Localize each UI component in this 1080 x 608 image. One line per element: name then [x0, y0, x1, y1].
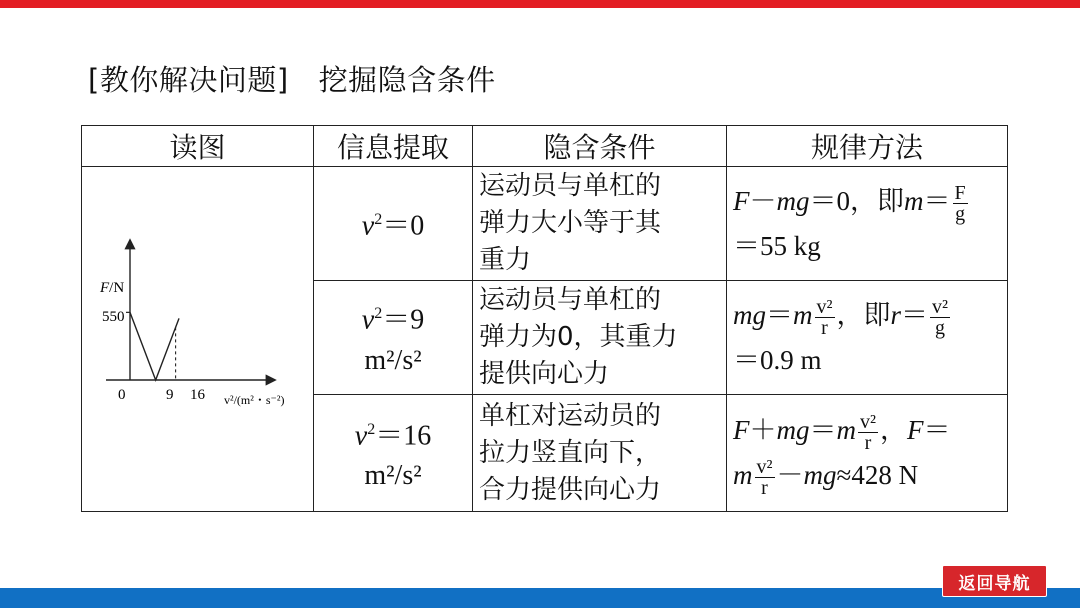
graph-cell	[82, 167, 314, 512]
condition-line: 提供向心力	[479, 358, 610, 389]
formula-op: ＝	[923, 185, 951, 216]
info-unit: m²/s²	[364, 460, 422, 492]
info-exponent: 2	[374, 305, 383, 323]
info-variable: v	[361, 304, 375, 336]
formula-symbol: m	[904, 185, 924, 216]
analysis-table	[81, 125, 1008, 512]
formula-text: ，即	[836, 299, 891, 330]
condition-line: 拉力竖直向下，	[479, 437, 662, 468]
condition-line: 单杠对运动员的	[479, 400, 662, 431]
fraction: $\frac{\text{v²}}{g}$	[932, 296, 949, 340]
force-velocity-graph	[82, 167, 312, 507]
condition-line: 运动员与单杠的	[479, 284, 662, 315]
formula-op: ＝	[923, 414, 951, 445]
x-tick-label-9: 9	[166, 387, 174, 403]
method-line: ＝0.9 m	[733, 345, 822, 376]
info-cell-2	[314, 280, 473, 395]
fraction: $\frac{\text{v²}}{r}$	[816, 296, 833, 340]
formula-symbol: m	[733, 460, 753, 491]
x-tick-label-0: 0	[118, 387, 126, 403]
formula-text: ＝0，即	[809, 185, 904, 216]
x-tick-label-16: 16	[190, 387, 205, 403]
formula-symbol: mg	[733, 299, 766, 330]
formula-text: ，	[880, 414, 907, 445]
y-tick-label: 550	[102, 309, 125, 325]
formula-op: ＝	[766, 299, 793, 330]
back-to-navigation-button[interactable]: 返回导航	[942, 565, 1047, 597]
x-axis-label: v²/(m²・s⁻²)	[224, 393, 285, 407]
formula-symbol: F	[733, 414, 750, 445]
info-value: ＝16	[375, 420, 432, 452]
condition-line: 弹力为0，其重力	[479, 321, 678, 352]
fraction: $\frac{\text{v²}}{r}$	[860, 411, 876, 455]
method-line: ＝55 kg	[733, 230, 821, 261]
formula-op: －	[776, 460, 804, 491]
method-line	[733, 179, 1007, 224]
info-value: ＝0	[382, 210, 425, 242]
formula-symbol: m	[793, 299, 813, 330]
formula-op: －	[749, 185, 777, 216]
title-bracket: [教你解决问题]	[88, 63, 289, 97]
formula-symbol: F	[907, 414, 924, 445]
table-header-row	[82, 126, 1008, 167]
condition-line: 弹力大小等于其	[479, 207, 662, 238]
table-row	[82, 167, 1008, 281]
formula-op: ＝	[809, 414, 837, 445]
formula-symbol: mg	[803, 460, 837, 491]
header-method: 规律方法	[727, 126, 1008, 167]
fraction: $\frac{F}{g}$	[954, 181, 966, 225]
info-cell-3	[314, 395, 473, 512]
fraction: $\frac{\text{v²}}{r}$	[756, 456, 773, 500]
method-line	[733, 453, 1007, 498]
info-exponent: 2	[367, 420, 376, 438]
formula-symbol: m	[836, 414, 856, 445]
info-value: ＝9	[382, 304, 425, 336]
condition-line: 运动员与单杠的	[479, 170, 662, 201]
condition-cell-2	[473, 280, 727, 395]
condition-line: 重力	[479, 244, 532, 275]
formula-op: ＋	[749, 414, 777, 445]
bottom-accent-bar	[0, 588, 1080, 608]
method-line	[733, 293, 1007, 338]
formula-op: ＝	[901, 299, 929, 330]
header-hidden-condition: 隐含条件	[473, 126, 727, 167]
info-variable: v	[354, 420, 368, 452]
header-read-graph: 读图	[82, 126, 314, 167]
info-exponent: 2	[374, 211, 383, 229]
method-cell-3	[727, 395, 1008, 512]
info-unit: m²/s²	[364, 344, 422, 376]
y-axis-label: F/N	[100, 280, 125, 296]
condition-cell-3	[473, 395, 727, 512]
info-cell-1	[314, 167, 473, 281]
force-curve	[130, 312, 179, 380]
page-title	[88, 58, 496, 99]
method-line	[733, 408, 1007, 453]
top-accent-bar	[0, 0, 1080, 8]
condition-cell-1	[473, 167, 727, 281]
formula-symbol: r	[890, 299, 902, 330]
formula-symbol: mg	[776, 185, 810, 216]
formula-symbol: mg	[776, 414, 810, 445]
method-cell-2	[727, 280, 1008, 395]
condition-line: 合力提供向心力	[479, 474, 662, 505]
formula-symbol: F	[733, 185, 750, 216]
formula-text: ≈428 N	[836, 460, 919, 491]
method-cell-1	[727, 167, 1008, 281]
title-topic: 挖掘隐含条件	[318, 63, 496, 97]
header-info: 信息提取	[314, 126, 473, 167]
info-variable: v	[361, 210, 375, 242]
